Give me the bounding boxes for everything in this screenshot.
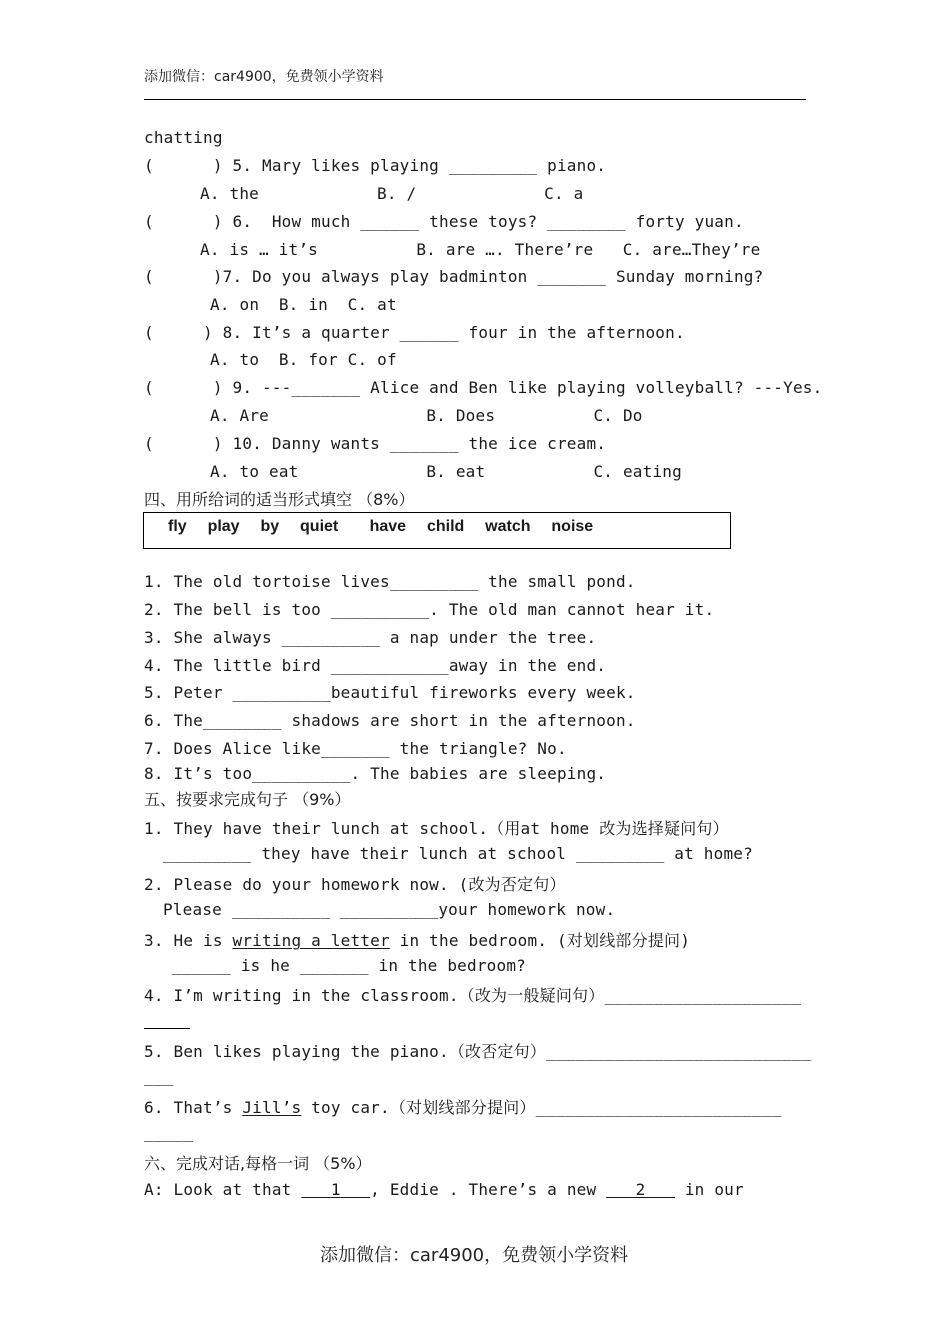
question-7: ( )7. Do you always play badminton _______ Sunday morning?: [144, 267, 764, 286]
dialogue-pre: A: Look at that: [144, 1180, 302, 1199]
question-6-options: A. is … it’s B. are …. There’re C. are…They’re: [200, 240, 761, 259]
fill-item-2: 2. The bell is too __________. The old man cannot hear it.: [144, 600, 715, 619]
page-header: 添加微信：car4900，免费领小学资料: [144, 69, 384, 85]
fill-item-7: 7. Does Alice like_______ the triangle? No.: [144, 739, 567, 758]
word-bank: fly play by quiet have child watch noise: [168, 518, 594, 535]
rewrite-3-answer: ______ is he _______ in the bedroom?: [172, 956, 526, 975]
question-7-options: A. on B. in C. at: [210, 295, 397, 314]
rewrite-6-underlined: Jill’s: [242, 1098, 302, 1117]
dialogue-line-a: [144, 1180, 744, 1199]
rewrite-6: [144, 1095, 781, 1118]
rewrite-3-underlined: writing a letter: [232, 931, 390, 950]
dialogue-blank-2: 2: [635, 1180, 646, 1199]
previous-option-text: chatting: [144, 128, 223, 147]
rewrite-2: 2. Please do your homework now. (改为否定句）: [144, 875, 566, 894]
fill-item-8: 8. It’s too__________. The babies are sleeping.: [144, 764, 607, 783]
fill-item-6: 6. The________ shadows are short in the afternoon.: [144, 711, 636, 730]
question-5-options: A. the B. / C. a: [200, 184, 584, 203]
fill-item-5: 5. Peter __________beautiful fireworks every week.: [144, 683, 636, 702]
rewrite-4-answer-line: [144, 1028, 190, 1029]
word-bank-box: [143, 512, 731, 549]
question-9-options: A. Are B. Does C. Do: [210, 406, 643, 425]
section-5-title: 五、按要求完成句子 （9%）: [144, 790, 351, 809]
rewrite-2-answer: Please __________ __________your homework now.: [163, 900, 616, 919]
dialogue-post: in our: [675, 1180, 744, 1199]
question-8-options: A. to B. for C. of: [210, 350, 397, 369]
rewrite-3-post: in the bedroom. (对划线部分提问): [389, 931, 691, 950]
dialogue-mid: , Eddie . There’s a new: [370, 1180, 607, 1199]
rewrite-6-continuation: _____: [144, 1123, 194, 1142]
fill-item-1: 1. The old tortoise lives_________ the small pond.: [144, 572, 636, 591]
section-6-title: 六、完成对话,每格一词 （5%）: [144, 1154, 372, 1173]
fill-item-3: 3. She always __________ a nap under the tree.: [144, 628, 597, 647]
question-9: ( ) 9. ---_______ Alice and Ben like playing volleyball? ---Yes.: [144, 378, 823, 397]
dialogue-blank-1: 1: [330, 1180, 341, 1199]
question-6: ( ) 6. How much ______ these toys? ________ forty yuan.: [144, 212, 744, 231]
rewrite-3: [144, 928, 690, 951]
header-rule: [144, 99, 806, 100]
page-footer: 添加微信：car4900，免费领小学资料: [320, 1245, 629, 1266]
rewrite-1-answer: _________ they have their lunch at school _________ at home?: [163, 844, 753, 863]
question-8: ( ) 8. It’s a quarter ______ four in the afternoon.: [144, 323, 685, 342]
question-5: ( ) 5. Mary likes playing _________ piano.: [144, 156, 607, 175]
rewrite-3-pre: 3. He is: [144, 931, 233, 950]
rewrite-5-continuation: ___: [144, 1067, 174, 1086]
question-10: ( ) 10. Danny wants _______ the ice cream.: [144, 434, 607, 453]
rewrite-6-post: toy car.（对划线部分提问）_________________________: [301, 1098, 782, 1117]
question-10-options: A. to eat B. eat C. eating: [210, 462, 682, 481]
rewrite-5: 5. Ben likes playing the piano.（改否定句）___________________________: [144, 1042, 812, 1061]
rewrite-4: 4. I’m writing in the classroom.（改为一般疑问句）____________________: [144, 986, 802, 1005]
rewrite-1: 1. They have their lunch at school.（用at home 改为选择疑问句）: [144, 819, 729, 838]
rewrite-6-pre: 6. That’s: [144, 1098, 243, 1117]
section-4-title: 四、用所给词的适当形式填空 （8%）: [144, 490, 415, 509]
fill-item-4: 4. The little bird ____________away in the end.: [144, 656, 607, 675]
